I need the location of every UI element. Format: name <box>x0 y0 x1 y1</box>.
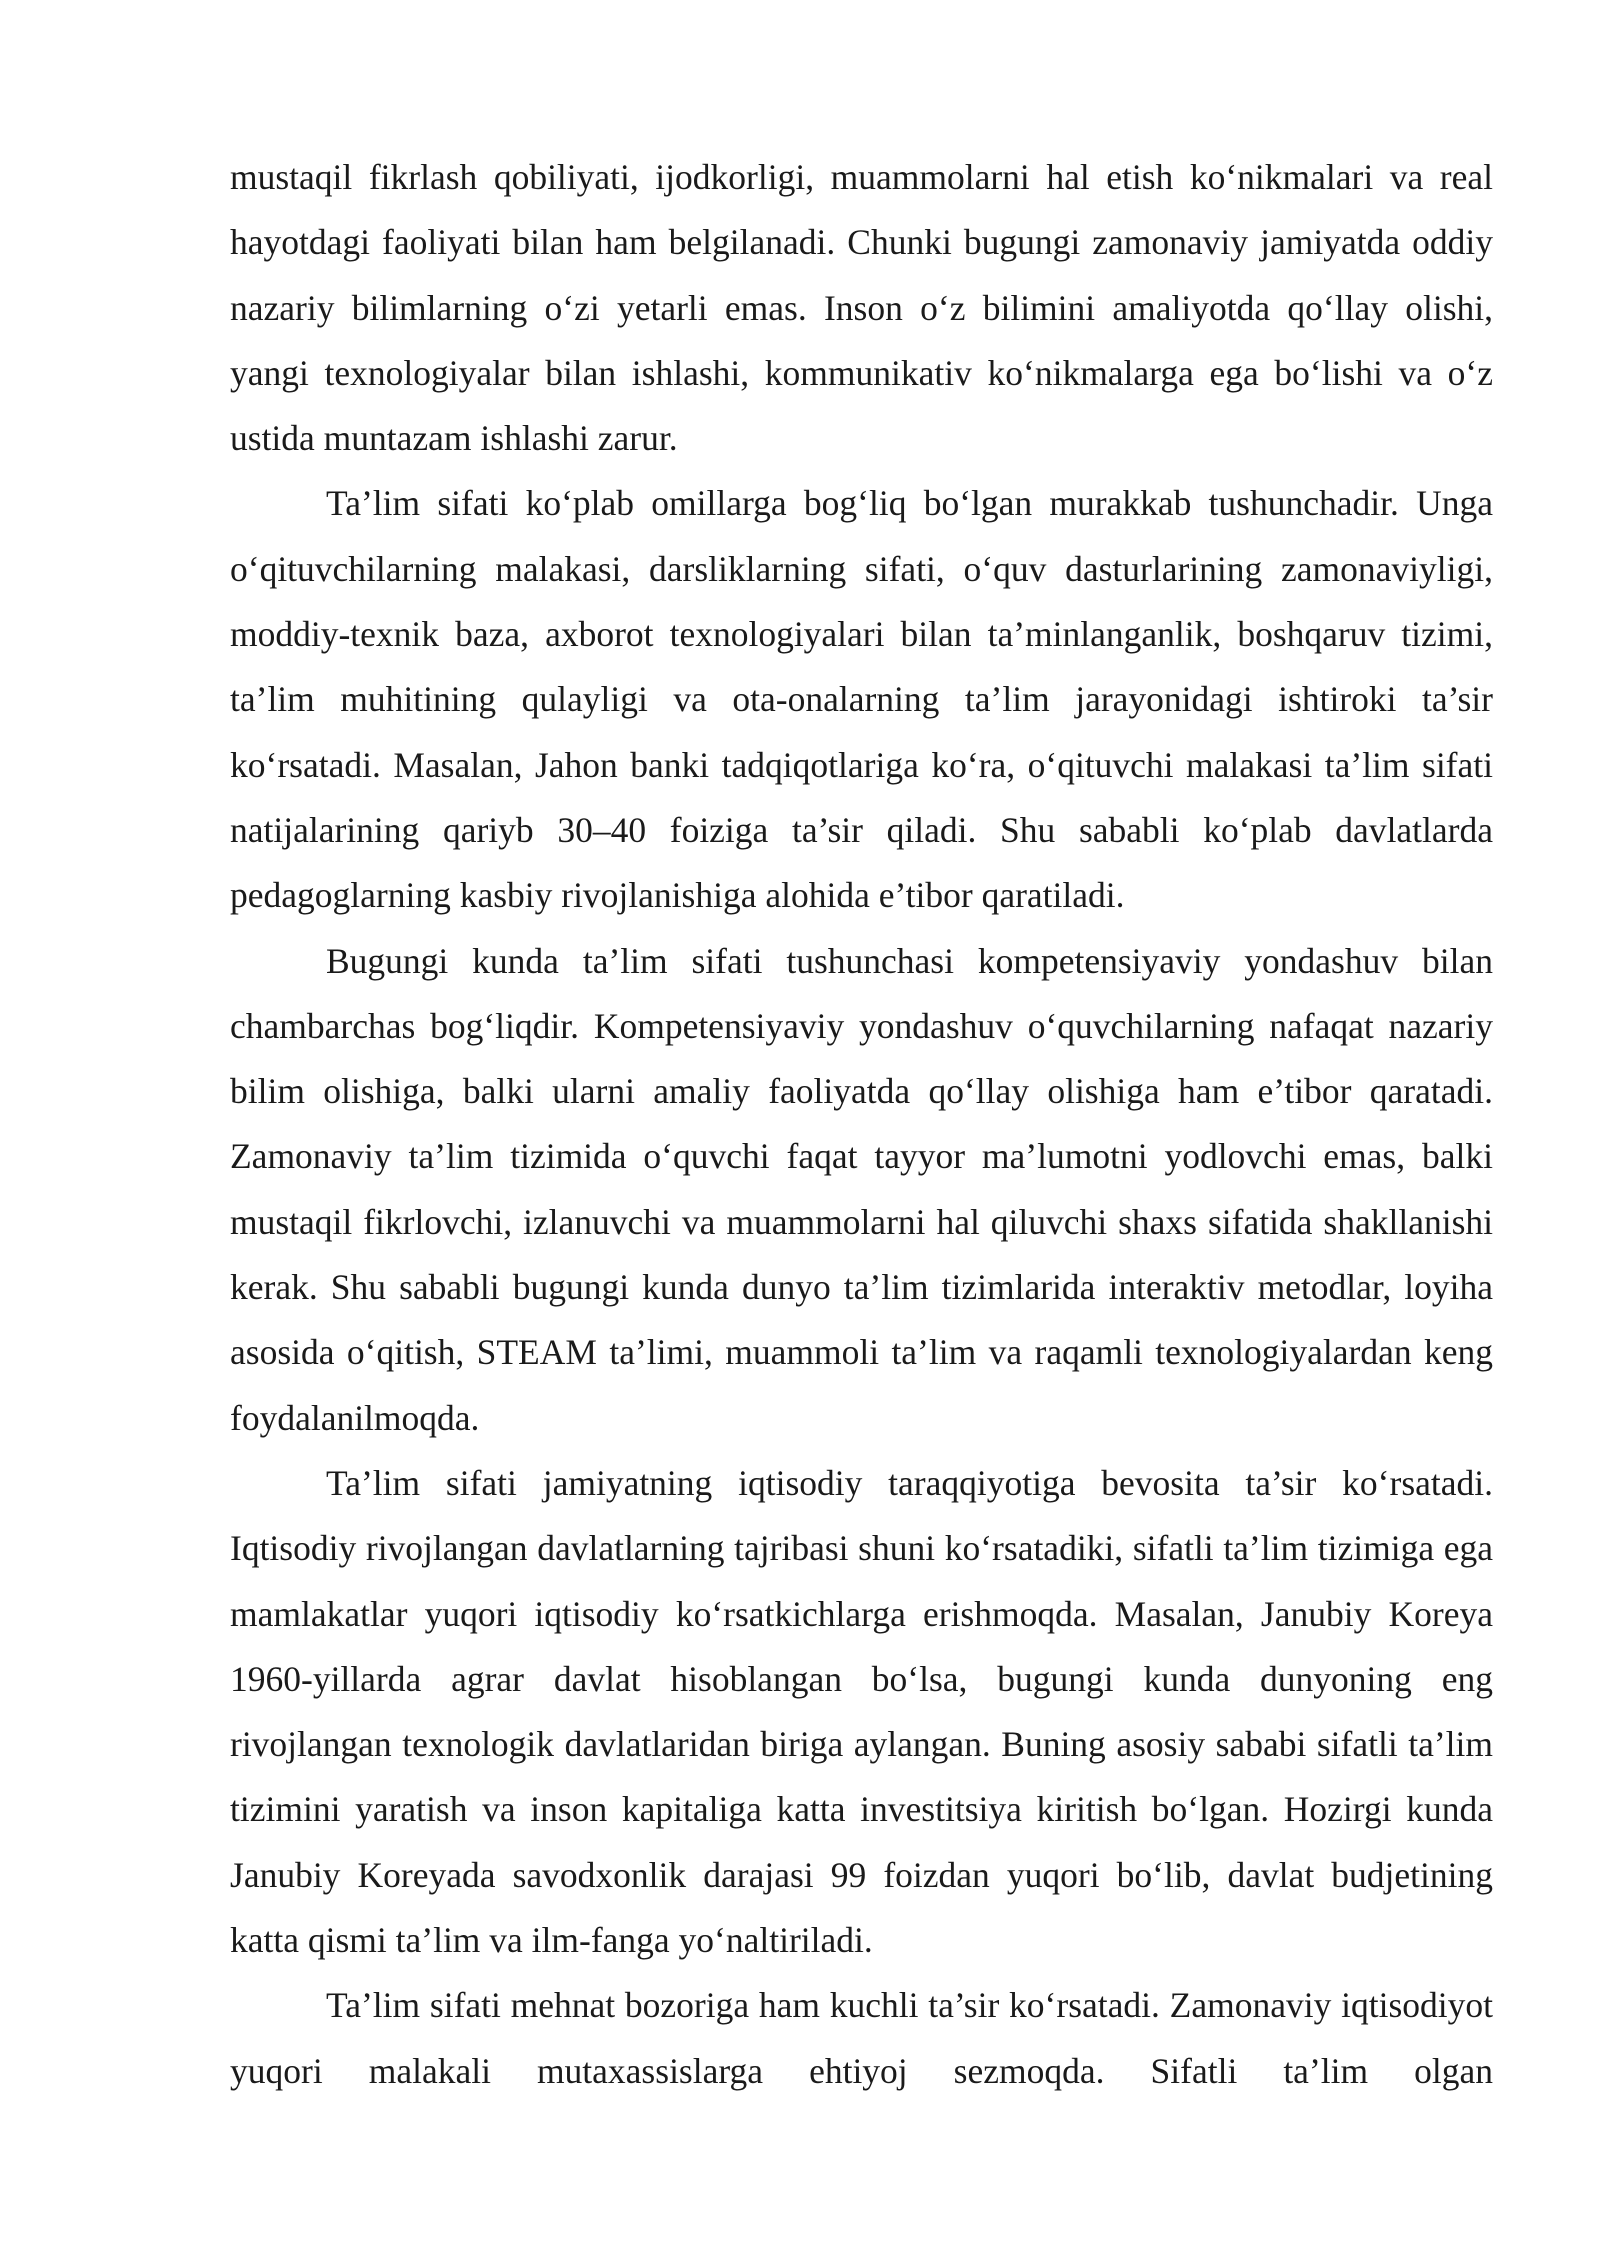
paragraph: Ta’lim sifati ko‘plab omillarga bog‘liq bo‘lgan murakkab tushunchadir. Unga o‘qituvchilarning malakasi, darsliklarning sifati, o‘quv dasturlarining zamonaviyligi, moddiy-texnik baza, axborot texnologiyalari bilan ta’minlanganlik, boshqaruv tizimi, ta’lim muhitining qulayligi va ota-onalarning ta’lim jarayonidagi ishtiroki ta’sir ko‘rsatadi. Masalan, Jahon banki tadqiqotlariga ko‘ra, o‘qituvchi malakasi ta’lim sifati natijalarining qariyb 30–40 foiziga ta’sir qiladi. Shu sababli ko‘plab davlatlarda pedagoglarning kasbiy rivojlanishiga alohida e’tibor qaratiladi. <box>230 483 1493 916</box>
document-body <box>230 145 1493 2104</box>
paragraph: Ta’lim sifati mehnat bozoriga ham kuchli ta’sir ko‘rsatadi. Zamonaviy iqtisodiyot yuqori malakali mutaxassislarga ehtiyoj sezmoqda. Sifatli ta’lim olgan <box>230 1985 1493 2091</box>
paragraph: mustaqil fikrlash qobiliyati, ijodkorligi, muammolarni hal etish ko‘nikmalari va real hayotdagi faoliyati bilan ham belgilanadi. Chunki bugungi zamonaviy jamiyatda oddiy nazariy bilimlarning o‘zi yetarli emas. Inson o‘z bilimini amaliyotda qo‘llay olishi, yangi texnologiyalar bilan ishlashi, kommunikativ ko‘nikmalarga ega bo‘lishi va o‘z ustida muntazam ishlashi zarur. <box>230 157 1493 459</box>
paragraph: Bugungi kunda ta’lim sifati tushunchasi kompetensiyaviy yondashuv bilan chambarchas bog‘liqdir. Kompetensiyaviy yondashuv o‘quvchilarning nafaqat nazariy bilim olishiga, balki ularni amaliy faoliyatda qo‘llay olishiga ham e’tibor qaratadi. Zamonaviy ta’lim tizimida o‘quvchi faqat tayyor ma’lumotni yodlovchi emas, balki mustaqil fikrlovchi, izlanuvchi va muammolarni hal qiluvchi shaxs sifatida shakllanishi kerak. Shu sababli bugungi kunda dunyo ta’lim tizimlarida interaktiv metodlar, loyiha asosida o‘qitish, STEAM ta’limi, muammoli ta’lim va raqamli texnologiyalardan keng foydalanilmoqda. <box>230 940 1493 1438</box>
paragraph: Ta’lim sifati jamiyatning iqtisodiy taraqqiyotiga bevosita ta’sir ko‘rsatadi. Iqtisodiy rivojlangan davlatlarning tajribasi shuni ko‘rsatadiki, sifatli ta’lim tizimiga ega mamlakatlar yuqori iqtisodiy ko‘rsatkichlarga erishmoqda. Masalan, Janubiy Koreya 1960-yillarda agrar davlat hisoblangan bo‘lsa, bugungi kunda dunyoning eng rivojlangan texnologik davlatlaridan biriga aylangan. Buning asosiy sababi sifatli ta’lim tizimini yaratish va inson kapitaliga katta investitsiya kiritish bo‘lgan. Hozirgi kunda Janubiy Koreyada savodxonlik darajasi 99 foizdan yuqori bo‘lib, davlat budjetining katta qismi ta’lim va ilm-fanga yo‘naltiriladi. <box>230 1462 1493 1961</box>
